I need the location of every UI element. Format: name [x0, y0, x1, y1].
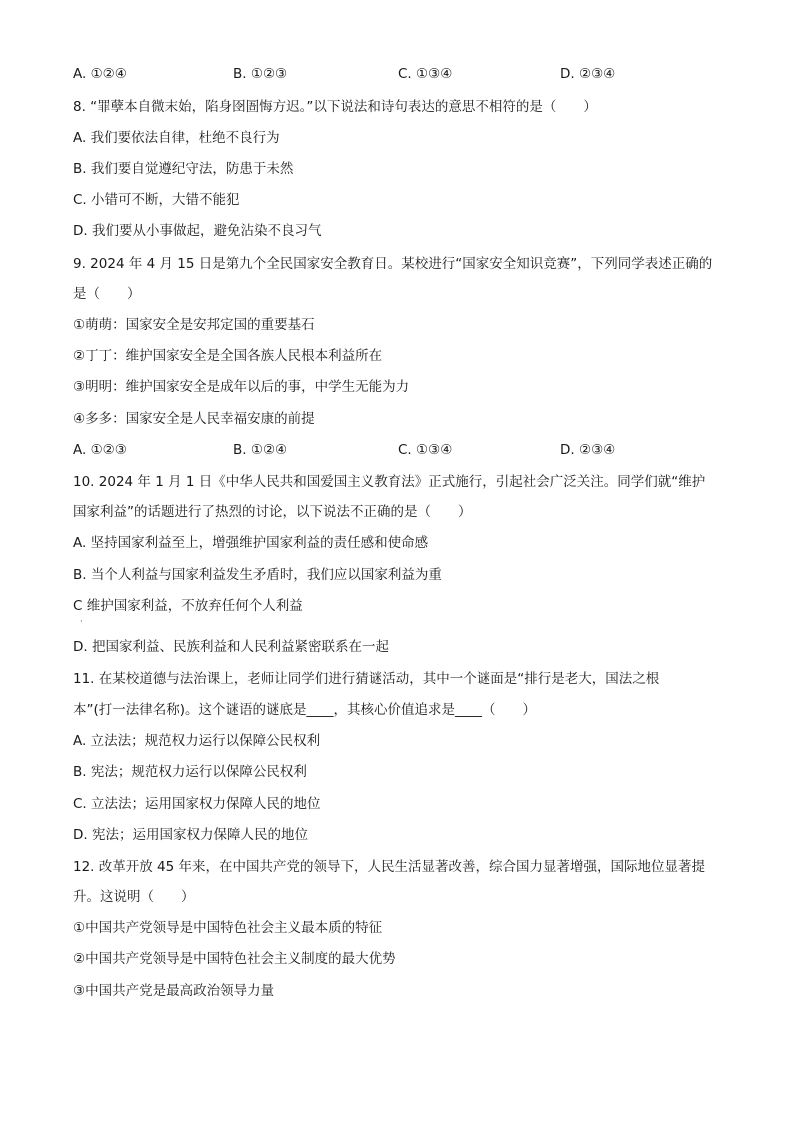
stray-dot: ·: [80, 617, 83, 626]
q11-option-a: A. 立法法；规范权力运行以保障公民权利: [73, 733, 321, 749]
q7-option-c: C. ①③④: [398, 66, 453, 82]
q10-option-b: B. 当个人利益与国家利益发生矛盾时，我们应以国家利益为重: [73, 567, 442, 583]
q9-stem-line1: 9. 2024 年 4 月 15 日是第九个全民国家安全教育日。某校进行“国家安全知识竞赛”，下列同学表述正确的: [73, 256, 713, 272]
q8-option-b: B. 我们要自觉遵纪守法，防患于未然: [73, 161, 294, 177]
q10-option-d: D. 把国家利益、民族利益和人民利益紧密联系在一起: [73, 639, 389, 655]
q9-option-a: A. ①②③: [73, 442, 127, 458]
q11-stem-line2: 本”(打一法律名称)。这个谜语的谜底是____，其核心价值追求是____（ ）: [73, 702, 537, 718]
q9-stem-line2: 是（ ）: [73, 286, 141, 302]
q12-stem-line1: 12. 改革开放 45 年来，在中国共产党的领导下，人民生活显著改善，综合国力显著增强，国际地位显著提: [73, 859, 706, 875]
q11-option-c: C. 立法法；运用国家权力保障人民的地位: [73, 796, 321, 812]
q10-stem-line1: 10. 2024 年 1 月 1 日《中华人民共和国爱国主义教育法》正式施行，引起社会广泛关注。同学们就“维护: [73, 474, 706, 490]
q12-statement-2: ②中国共产党领导是中国特色社会主义制度的最大优势: [73, 951, 396, 967]
q11-stem-line1: 11. 在某校道德与法治课上，老师让同学们进行猜谜活动，其中一个谜面是“排行是老大，国法之根: [73, 671, 660, 687]
q7-option-d: D. ②③④: [560, 66, 616, 82]
q8-stem: 8. “罪孽本自微末始，陷身囹圄悔方迟。”以下说法和诗句表达的意思不相符的是（ ）: [73, 99, 597, 115]
q9-statement-3: ③明明：维护国家安全是成年以后的事，中学生无能为力: [73, 379, 410, 395]
q11-option-b: B. 宪法；规范权力运行以保障公民权利: [73, 764, 307, 780]
q12-statement-1: ①中国共产党领导是中国特色社会主义最本质的特征: [73, 920, 383, 936]
q8-option-a: A. 我们要依法自律，杜绝不良行为: [73, 130, 280, 146]
q9-option-d: D. ②③④: [560, 442, 616, 458]
q10-option-c: C 维护国家利益，不放弃任何个人利益: [73, 598, 303, 614]
q9-statement-4: ④多多：国家安全是人民幸福安康的前提: [73, 411, 315, 427]
q10-option-a: A. 坚持国家利益至上，增强维护国家利益的责任感和使命感: [73, 535, 429, 551]
q7-option-a: A. ①②④: [73, 66, 127, 82]
q10-stem-line2: 国家利益”的话题进行了热烈的讨论，以下说法不正确的是（ ）: [73, 504, 472, 520]
q9-statement-2: ②丁丁：维护国家安全是全国各族人民根本利益所在: [73, 348, 383, 364]
q9-option-c: C. ①③④: [398, 442, 453, 458]
q12-stem-line2: 升。这说明（ ）: [73, 889, 195, 905]
q9-option-b: B. ①②④: [233, 442, 288, 458]
q11-option-d: D. 宪法；运用国家权力保障人民的地位: [73, 827, 308, 843]
q8-option-c: C. 小错可不断，大错不能犯: [73, 192, 240, 208]
q8-option-d: D. 我们要从小事做起，避免沾染不良习气: [73, 223, 322, 239]
q12-statement-3: ③中国共产党是最高政治领导力量: [73, 983, 275, 999]
q7-option-b: B. ①②③: [233, 66, 288, 82]
q9-statement-1: ①萌萌：国家安全是安邦定国的重要基石: [73, 317, 315, 333]
